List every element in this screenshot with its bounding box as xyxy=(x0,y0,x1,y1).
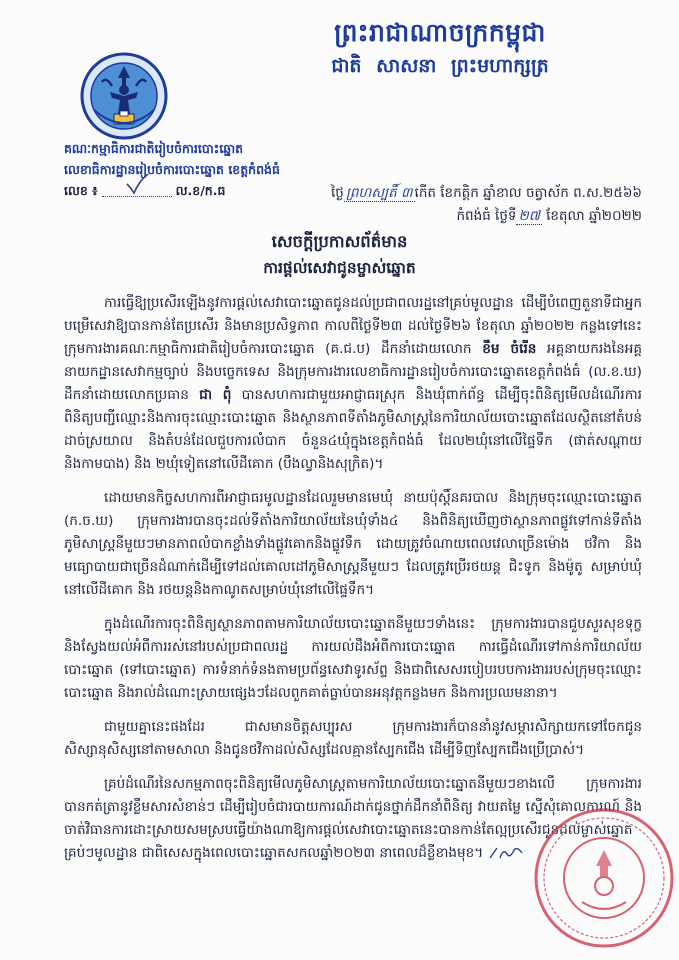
lunar-date-rest: កើត ខែកត្តិក ឆ្នាំខាល ចត្វាស័ក ព.ស.២៥៦៦ xyxy=(414,185,642,201)
solar-date-handwritten: ២៧ xyxy=(518,208,540,224)
emblem-ballot-icon xyxy=(120,111,128,116)
paragraph-3: ក្នុងដំណើរការចុះពិនិត្យស្ថានភាពតាមការិយាល័យបោះឆ្នោតនីមួយៗទាំងនេះ ក្រុមការងារបានជួបសួរសុខទុក្ខនិងស្វែងយល់អំពីការរស់នៅរបស់ប្រជាពលរដ្ឋ ការយល់ដឹងអំពីការបោះឆ្នោត ការធ្វើដំណើរទៅកាន់ការិយាល័យបោះឆ្នោត (ទៅបោះឆ្នោត) ការទំនាក់ទំនងតាមប្រព័ន្ធសេវាទូរស័ព្ទ និងជាពិសេសរបៀបរបបការងាររបស់ក្រុមចុះឈ្មោះបោះឆ្នោត និងរាល់ដំណោះស្រាយផ្សេងៗដែលពួកគាត់ធ្លាប់បានអនុវត្តកន្លងមក និងការប្រឈមនានា។ xyxy=(64,616,642,701)
emblem-figure-head xyxy=(119,85,129,95)
solar-date-rest: ខែតុលា ឆ្នាំ២០២២ xyxy=(541,208,642,224)
solar-date-line xyxy=(300,207,642,227)
issuer-committee: គណៈកម្មាធិការជាតិរៀបចំការបោះឆ្នោត xyxy=(64,141,244,156)
paragraph-1-part-b: អគ្គនាយករងនៃអគ្គនាយកដ្ឋានសេវាកម្មច្បាប់ និងបច្ចេកទេស និងក្រុមការងារលេខាធិការដ្ឋានរៀបចំការបោះឆ្នោតខេត្តកំពង់ធំ (ល.ខ.ឃ) ដឹកនាំដោយលោកប្រធាន xyxy=(64,341,642,403)
seal-emblem-icon xyxy=(596,850,612,878)
paragraph-5-text: គ្រប់ដំណើរនៃសកម្មភាពចុះពិនិត្យមើលភូមិសាស្ត្រតាមការិយាល័យបោះឆ្នោតនីមួយៗខាងលើ ក្រុមការងារបានកត់ត្រានូវខ្លឹមសារសំខាន់ៗ ដើម្បីរៀបចំជារបាយការណ៍ដាក់ជូនថ្នាក់ដឹកនាំពិនិត្យ វាយតម្លៃ ស្នើសុំគោលការណ៍ និងចាត់វិធានការដោះស្រាយសមស្របធ្វើយ៉ាងណាឱ្យការផ្តល់សេវាបោះឆ្នោតនេះបានកាន់តែល្អប្រសើរជូនដល់ម្ចាស់ឆ្នោតគ្រប់ៗមូលដ្ឋាន ជាពិសេសក្នុងពេលបោះឆ្នោតសកលឆ្នាំ២០២៣ នាពេលដ៏ខ្លីខាងមុខ។ xyxy=(64,776,642,861)
official-red-seal xyxy=(532,806,676,950)
number-blank xyxy=(102,184,172,197)
lunar-date-line xyxy=(270,184,642,204)
number-label: លេខ ៖ xyxy=(64,183,98,198)
press-release-title: សេចក្តីប្រកាសព័ត៌មាន xyxy=(271,232,408,251)
seal-emblem-center xyxy=(595,877,613,895)
paragraph-1-part-c: បានសហការជាមួយអាជ្ញាធរស្រុក និងឃុំពាក់ព័ន្ធ ដើម្បីចុះពិនិត្យមើលដំណើរការពិនិត្យបញ្ជីឈ្មោះនិងការចុះឈ្មោះបោះឆ្នោត និងស្ថានភាពទីតាំងភូមិសាស្ត្រនៃការិយាល័យបោះឆ្នោតដែលស្ថិតនៅតំបន់ដាច់ស្រយាល និងតំបន់ដែលជួបការលំបាក ចំនួន៤ឃុំក្នុងខេត្តកំពង់ធំ ដែល២ឃុំនៅលើផ្ទៃទឹក (ផាត់សណ្តាយនិងកាមបាង) និង ២ឃុំទៀតនៅលើដីគោក (បឹងល្វានិងសុក្រិត)។ xyxy=(64,387,642,472)
issuer-secretariat: លេខាធិការដ្ឋានរៀបចំការបោះឆ្នោត ខេត្តកំពង់ធំ xyxy=(64,162,280,177)
press-release-subtitle: ការផ្តល់សេវាជូនម្ចាស់ឆ្នោត xyxy=(263,259,416,277)
lunar-date-handwritten: ព្រហស្បតិ៍ ៣ xyxy=(345,185,413,201)
paragraph-1 xyxy=(64,292,642,476)
solar-date-prefix: កំពង់ធំ ថ្ងៃទី xyxy=(456,208,517,224)
kingdom-heading: ព្រះរាជាណាចក្រកម្ពុជា xyxy=(334,18,546,47)
national-motto: ជាតិ សាសនា ព្រះមហាក្សត្រ xyxy=(331,55,549,77)
official-name-2: ជា ពុំ xyxy=(199,387,232,403)
paragraph-2: ដោយមានកិច្ចសហការពីអាជ្ញាធរមូលដ្ឋានដែលរួមមានមេឃុំ នាយប៉ុស្តិ៍នគរបាល និងក្រុមចុះឈ្មោះបោះឆ្នោត (ក.ច.ឃ) ក្រុមការងារបានចុះដល់ទីតាំងការិយាល័យនៃឃុំទាំង៤ និងពិនិត្យឃើញថាស្ថានភាពផ្លូវទៅកាន់ទីតាំងភូមិសាស្ត្រនីមួយៗមានភាពលំបាកខ្លាំងទាំងផ្លូវគោកនិងផ្លូវទឹក ដោយត្រូវចំណាយពេលវេលាច្រើនម៉ោង ថវិកា និងមធ្យោបាយជាច្រើនដំណាក់ដើម្បីទៅដល់គោលដៅភូមិសាស្ត្រនីមួយៗ ដែលត្រូវប្រើរថយន្ត ជិះទូក និងម៉ូតូ សម្រាប់ឃុំនៅលើដីគោក និង រថយន្តនិងកាណូតសម្រាប់ឃុំនៅលើផ្ទៃទឹក។ xyxy=(64,490,642,598)
paragraph-4: ជាមួយគ្នានេះផងដែរ ជាសមានចិត្តសប្បុរស ក្រុមការងារក៏បាននាំនូវសម្ភារសិក្សាយកទៅចែកជូនសិស្សានុសិស្សនៅតាមសាលា និងជូនថវិកាដល់សិស្សដែលគ្មានស្បែកជើង ដើម្បីទិញស្បែកជើងប្រើប្រាស់។ xyxy=(64,719,642,758)
handwritten-check-icon xyxy=(124,172,150,196)
seal-emblem-ribbon xyxy=(582,902,626,909)
handwritten-initials-icon xyxy=(488,844,528,862)
number-suffix: ល.ខ/ក.ធ xyxy=(175,183,226,198)
official-name-1: ខឹម ចំរើន xyxy=(482,341,537,357)
nec-emblem-logo xyxy=(80,52,168,140)
lunar-date-prefix: ថ្ងៃ xyxy=(330,185,344,201)
paragraph-1-part-a: ការធ្វើឱ្យប្រសើរឡើងនូវការផ្តល់សេវាបោះឆ្នោតជូនដល់ប្រជាពលរដ្ឋនៅគ្រប់មូលដ្ឋាន ដើម្បីបំពេញតួនាទីជាអ្នកបម្រើសេវាឱ្យបានកាន់តែប្រសើរ និងមានប្រសិទ្ធភាព កាលពីថ្ងៃទី២៣ ដល់ថ្ងៃទី២៦ ខែតុលា ឆ្នាំ២០២២ កន្លងទៅនេះ ក្រុមការងារគណៈកម្មាធិការជាតិរៀបចំការបោះឆ្នោត (គ.ជ.ប) ដឹកនាំដោយលោក xyxy=(64,295,642,357)
